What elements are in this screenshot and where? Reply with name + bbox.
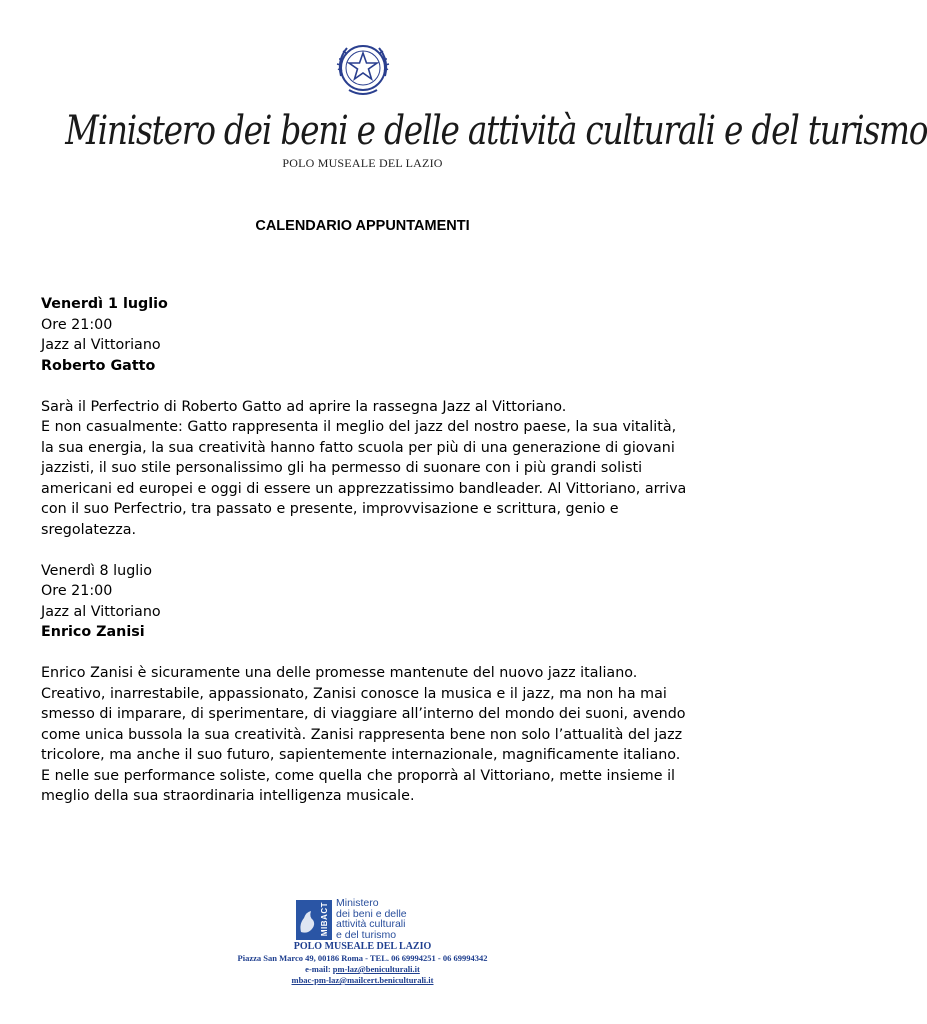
event-2-time: Ore 21:00: [41, 583, 113, 599]
event-1-series: Jazz al Vittoriano: [41, 337, 161, 353]
mibact-logo-mark: [296, 900, 332, 940]
footer-polo: POLO MUSEALE DEL LAZIO: [293, 941, 432, 952]
polo-museale-heading: POLO MUSEALE DEL LAZIO: [282, 156, 443, 170]
event-1-intro: Sarà il Perfectrio di Roberto Gatto ad aprire la rassegna Jazz al Vittoriano.: [41, 398, 567, 415]
footer-address: Piazza San Marco 49, 00186 Roma - TEL. 06 69994251 - 06 69994342: [237, 953, 488, 963]
event-1-artist: Roberto Gatto: [41, 357, 156, 374]
logo-text: Ministero dei beni e delle attività culturali e del turismo: [336, 897, 407, 941]
pec-link[interactable]: mbac-pm-laz@mailcert.beniculturali.it: [291, 975, 434, 985]
event-2-series: Jazz al Vittoriano: [41, 603, 161, 620]
footer: [0, 941, 725, 986]
event-2-description: Enrico Zanisi è sicuramente una delle promesse mantenute del nuovo jazz italiano. Creativo, inarrestabile, appassionato, Zanisi conosce la musica e il jazz, ma non ha mai smesso di imparare, di sperimentare, di viaggiare all’interno del mondo dei suoni, avendo come unica bussola la sua creatività. Zanisi rappresenta bene non solo l’attualità del jazz tricolore, ma anche il suo futuro, sapientemente internazionale, magnificamente italiano. E nelle sue performance soliste, come quella che proporrà al Vittoriano, mette insieme il meglio della sua straordinaria intelligenza musicale.: [41, 665, 686, 804]
event-1-description: E non casualmente: Gatto rappresenta il meglio del jazz del nostro paese, la sua vitalità, la sua energia, la sua creatività hanno fatto scuola per più di una generazione di giovani jazzisti, il suo stile personalissimo gli ha permesso di suonare con i più grandi solisti americani ed europei e oggi di essere un apprezzatissimo bandleader. Al Vittoriano, arriva con il suo Perfectrio, tra passato e presente, improvvisazione e scrittura, genio e sregolatezza.: [41, 419, 687, 538]
event-1-date: Venerdì 1 luglio: [41, 296, 168, 312]
logo-side-text: MIBACT: [320, 902, 329, 937]
event-2-date: Venerdì 8 luglio: [41, 562, 152, 579]
page-title: CALENDARIO APPUNTAMENTI: [255, 218, 470, 234]
footer-email-line: e-mail: pm-laz@beniculturali.it: [305, 964, 420, 974]
event-1-time: Ore 21:00: [41, 316, 113, 333]
mibact-logo-icon: [296, 898, 426, 942]
email-link[interactable]: pm-laz@beniculturali.it: [332, 964, 420, 974]
event-2-artist: Enrico Zanisi: [41, 624, 145, 640]
document-body: [41, 294, 691, 807]
footer-pec-line: [0, 975, 725, 986]
ministry-name: Ministero dei beni e delle attività culturali e del turismo: [65, 108, 927, 154]
italian-republic-emblem-icon: [333, 38, 393, 100]
